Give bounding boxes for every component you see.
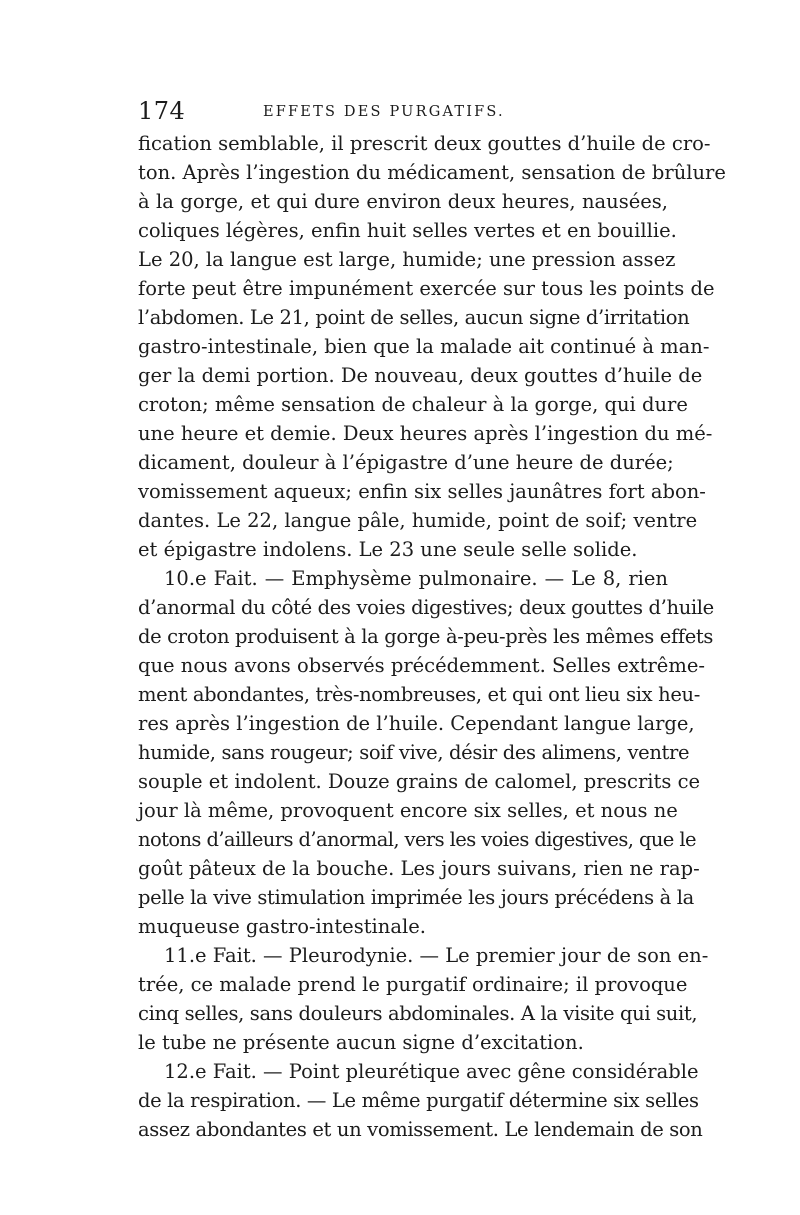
text-line: assez abondantes et un vomissement. Le lendemain de son <box>138 1118 703 1141</box>
text-line: ment abondantes, très-nombreuses, et qui ont lieu six heu- <box>138 683 700 706</box>
text-line: que nous avons observés précédemment. Selles extrême- <box>138 654 705 677</box>
text-line: goût pâteux de la bouche. Les jours suivans, rien ne rap- <box>138 857 700 880</box>
text-line: res après l’ingestion de l’huile. Cependant langue large, <box>138 712 695 735</box>
page-header <box>138 96 668 126</box>
text-line: d’anormal du côté des voies digestives; deux gouttes d’huile <box>138 596 714 619</box>
text-line: trée, ce malade prend le purgatif ordinaire; il provoque <box>138 973 688 996</box>
text-line: souple et indolent. Douze grains de calomel, prescrits ce <box>138 770 701 793</box>
text-line: coliques légères, enfin huit selles vertes et en bouillie. <box>138 219 677 242</box>
text-line: l’abdomen. Le 21, point de selles, aucun signe d’irritation <box>138 306 690 329</box>
text-line: jour là même, provoquent encore six selles, et nous ne <box>138 799 678 822</box>
text-line: vomissement aqueux; enfin six selles jaunâtres fort abon- <box>138 480 706 503</box>
text-line: pelle la vive stimulation imprimée les jours précédens à la <box>138 886 694 909</box>
text-line: 12.e Fait. — Point pleurétique avec gêne considérable <box>164 1060 699 1083</box>
text-line: dantes. Le 22, langue pâle, humide, point de soif; ventre <box>138 509 698 532</box>
text-line: de croton produisent à la gorge à-peu-près les mêmes effets <box>138 625 714 648</box>
running-head: EFFETS DES PURGATIFS. <box>263 104 505 120</box>
page-number: 174 <box>138 97 186 125</box>
text-line: 10.e Fait. — Emphysème pulmonaire. — Le 8, rien <box>164 567 668 590</box>
text-line: ger la demi portion. De nouveau, deux gouttes d’huile de <box>138 364 703 387</box>
text-line: gastro-intestinale, bien que la malade ait continué à man- <box>138 335 710 358</box>
text-line: ton. Après l’ingestion du médicament, sensation de brûlure <box>138 161 726 184</box>
text-line: de la respiration. — Le même purgatif détermine six selles <box>138 1089 699 1112</box>
text-line: dicament, douleur à l’épigastre d’une heure de durée; <box>138 451 674 474</box>
text-line: et épigastre indolens. Le 23 une seule selle solide. <box>138 538 638 561</box>
text-line: une heure et demie. Deux heures après l’ingestion du mé- <box>138 422 713 445</box>
text-line: à la gorge, et qui dure environ deux heures, nausées, <box>138 190 668 213</box>
body-text <box>138 129 726 1144</box>
text-line: 11.e Fait. — Pleurodynie. — Le premier jour de son en- <box>164 944 709 967</box>
text-line: cinq selles, sans douleurs abdominales. A la visite qui suit, <box>138 1002 698 1025</box>
text-line: forte peut être impunément exercée sur tous les points de <box>138 277 715 300</box>
text-line: le tube ne présente aucun signe d’excitation. <box>138 1031 584 1054</box>
text-line: muqueuse gastro-intestinale. <box>138 915 426 938</box>
text-line: humide, sans rougeur; soif vive, désir des alimens, ventre <box>138 741 690 764</box>
text-line: fication semblable, il prescrit deux gouttes d’huile de cro- <box>138 132 711 155</box>
text-line: croton; même sensation de chaleur à la gorge, qui dure <box>138 393 688 416</box>
text-line: notons d’ailleurs d’anormal, vers les voies digestives, que le <box>138 828 696 851</box>
text-line: Le 20, la langue est large, humide; une pression assez <box>138 248 676 271</box>
